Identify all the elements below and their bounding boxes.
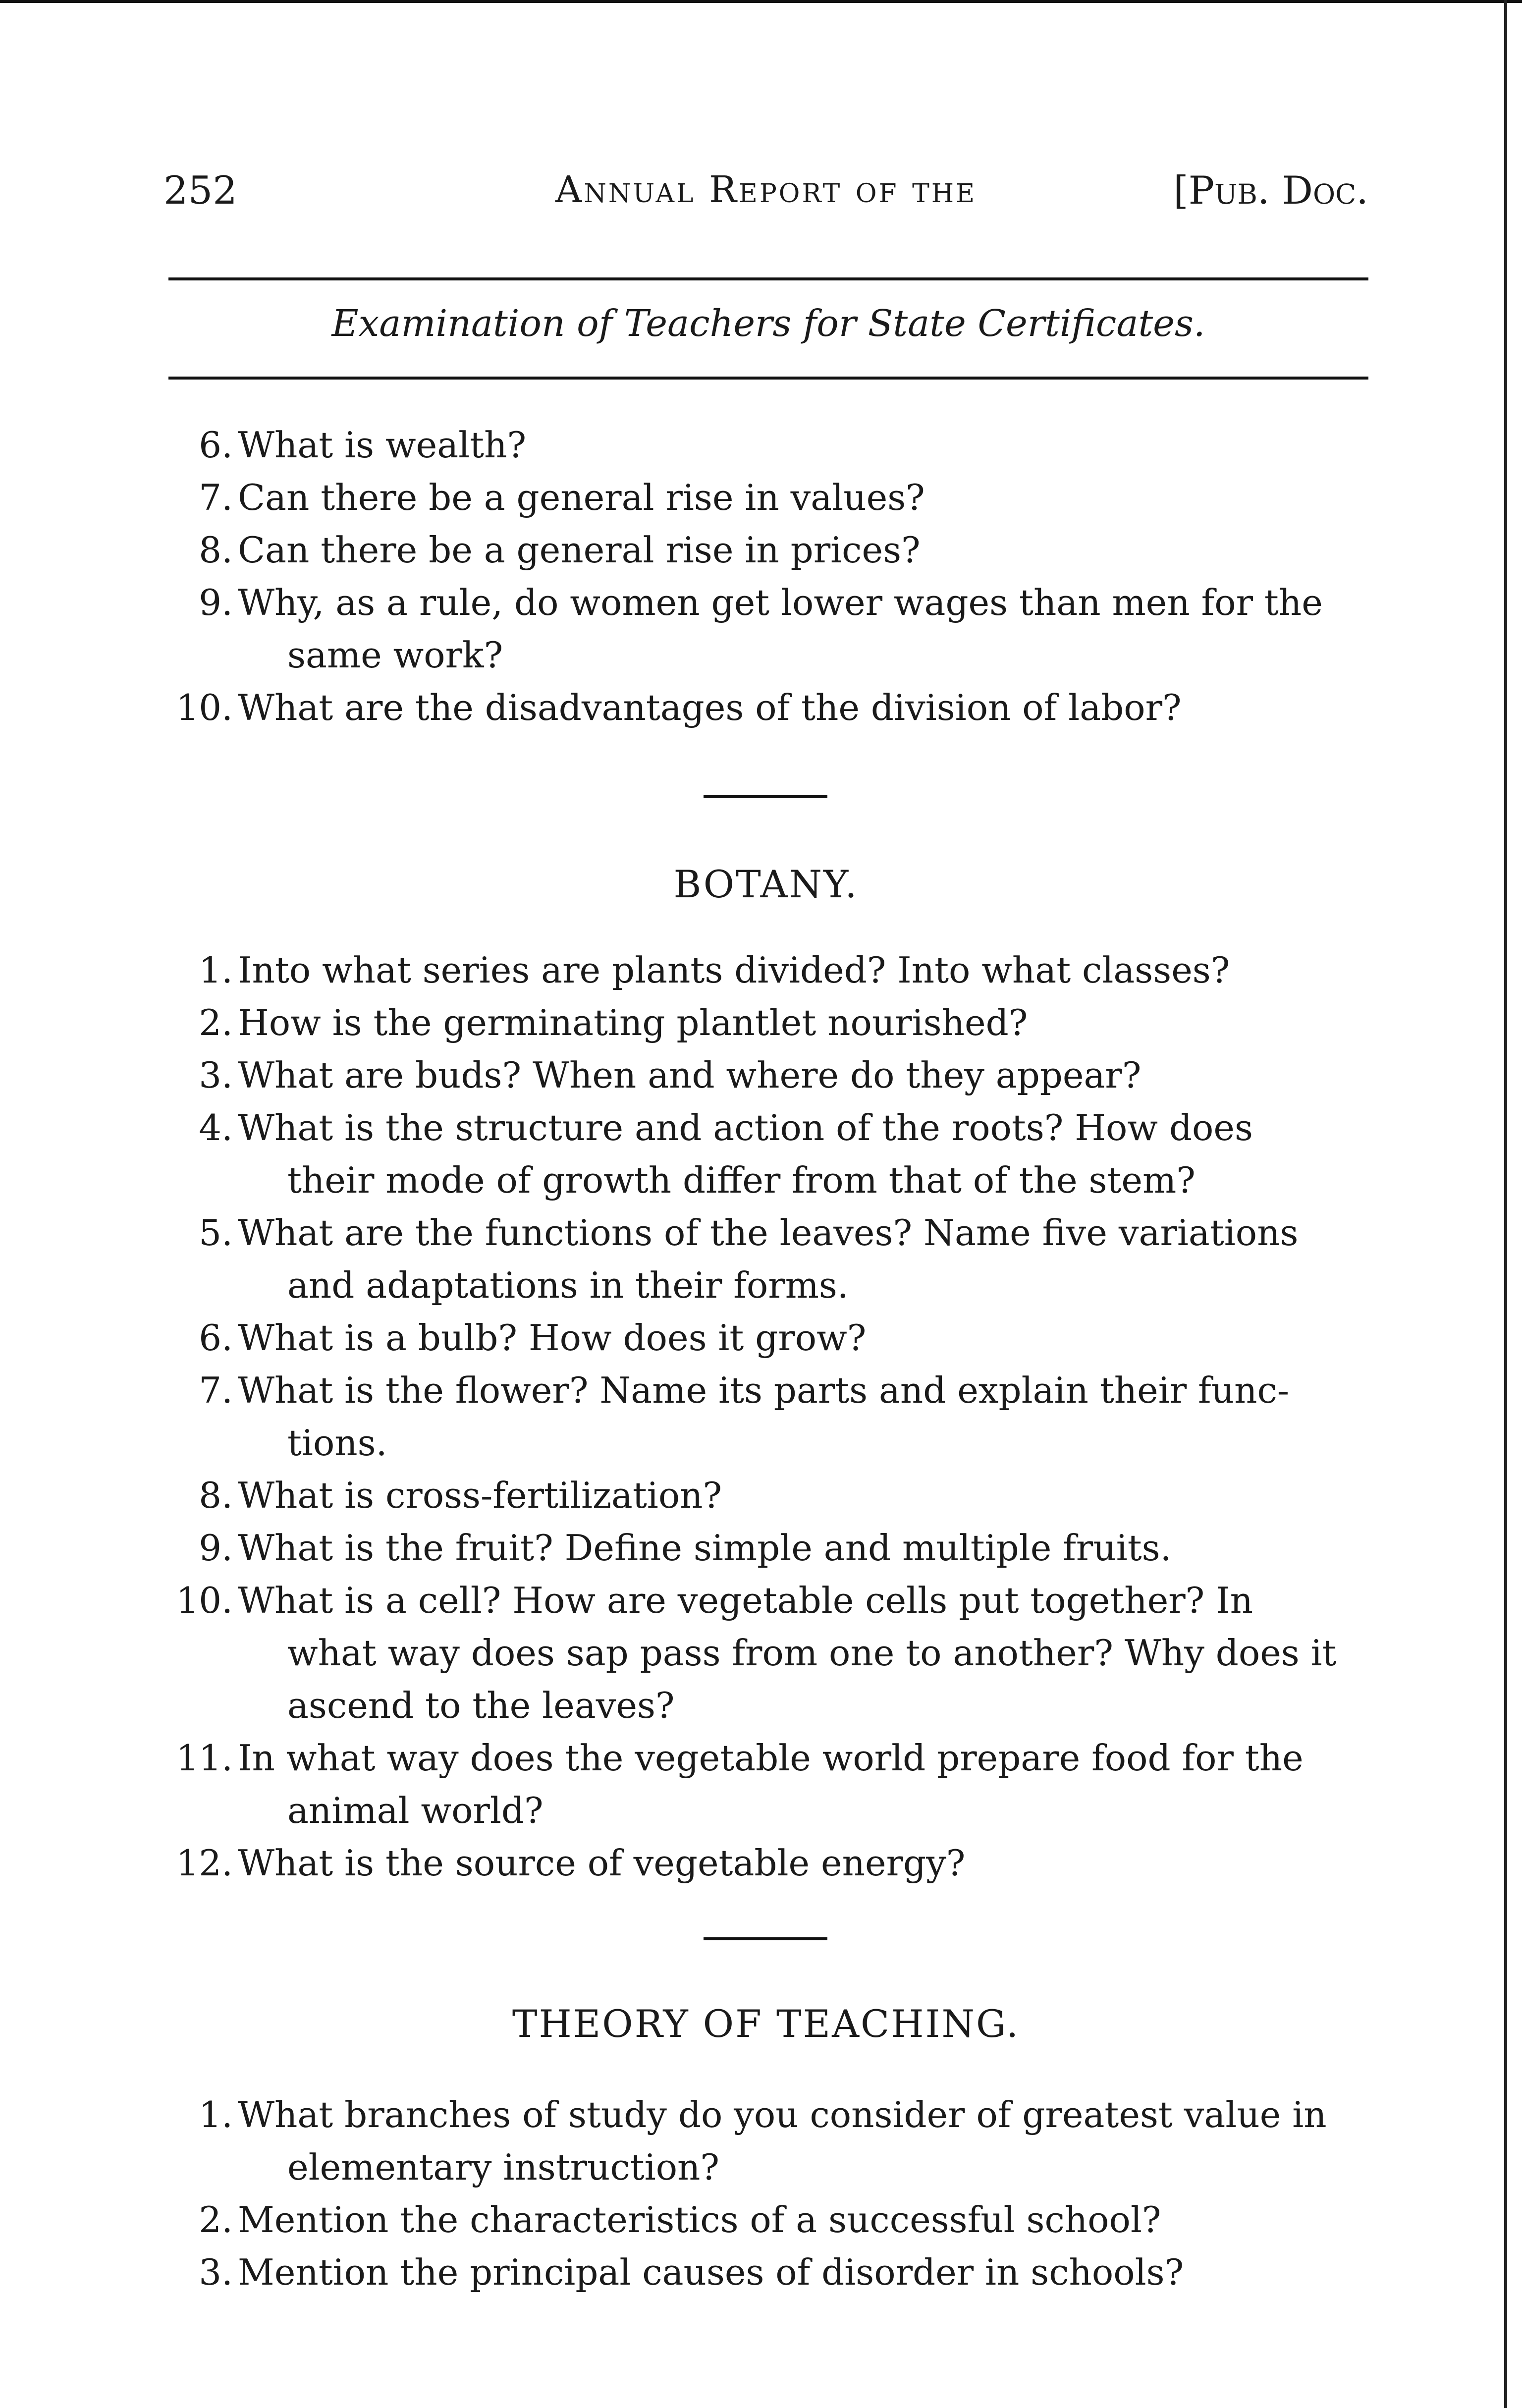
question-number: 1. [199,949,233,991]
question-item [159,2088,1373,2193]
question-text-line: What is a cell? How are vegetable cells put together? In [238,1580,1253,1621]
question-item [159,681,1373,734]
section-divider [704,795,827,798]
question-text-line: What is wealth? [238,424,527,466]
section-divider [704,1937,827,1940]
question-number: 3. [199,1054,233,1096]
question-text-line: Into what series are plants divided? Into what classes? [238,949,1230,991]
running-header [163,168,1368,223]
theory-title: THEORY OF TEACHING. [512,2002,1020,2046]
question-item [159,1101,1373,1206]
question-text-line: How is the germinating plantlet nourished? [238,1002,1028,1043]
question-number: 9. [199,1527,233,1569]
question-number: 11. [176,1737,233,1779]
question-item [159,1837,1373,1889]
header-rule-top [168,277,1368,280]
question-text-line: In what way does the vegetable world prepare food for the [238,1737,1304,1779]
header-rule-bottom [168,377,1368,380]
section-subheading: Examination of Teachers for State Certificates. [331,302,1205,345]
economy-question-list [159,419,1373,734]
question-item [159,524,1373,576]
botany-title: BOTANY. [673,862,859,906]
question-text-line: animal world? [287,1790,544,1831]
question-text-line: Can there be a general rise in prices? [238,529,921,571]
scan-edge-top [0,0,1522,3]
question-text-line: same work? [287,634,503,676]
question-item [159,996,1373,1049]
question-text-line: tions. [287,1422,387,1464]
question-number: 1. [199,2094,233,2135]
question-number: 2. [199,2199,233,2241]
question-text-line: ascend to the leaves? [287,1685,675,1726]
question-number: 6. [199,424,233,466]
question-number: 8. [199,529,233,571]
question-text-line: What is the flower? Name its parts and explain their func- [238,1369,1290,1411]
botany-question-list [159,944,1373,1889]
question-item [159,944,1373,996]
question-number: 4. [199,1107,233,1149]
question-item [159,419,1373,471]
question-text-line: What is the fruit? Define simple and multiple fruits. [238,1527,1172,1569]
question-item [159,2246,1373,2299]
question-item [159,1206,1373,1312]
question-number: 9. [199,582,233,623]
question-number: 7. [199,477,233,518]
question-number: 10. [176,1580,233,1621]
question-item [159,1574,1373,1732]
question-item [159,1049,1373,1101]
question-text-line: Why, as a rule, do women get lower wages than men for the [238,582,1323,623]
question-text-line: elementary instruction? [287,2146,720,2188]
question-text-line: what way does sap pass from one to another? Why does it [287,1632,1337,1674]
question-number: 7. [199,1369,233,1411]
question-item [159,471,1373,524]
question-item [159,1469,1373,1522]
question-text-line: Mention the principal causes of disorder in schools? [238,2251,1184,2293]
question-item [159,1522,1373,1574]
question-text-line: Can there be a general rise in values? [238,477,925,518]
question-item [159,1364,1373,1469]
question-number: 8. [199,1475,233,1516]
question-text-line: What is cross-fertilization? [238,1475,722,1516]
question-text-line: What is a bulb? How does it grow? [238,1317,867,1359]
question-item [159,1312,1373,1364]
question-number: 12. [176,1842,233,1884]
question-text-line: Mention the characteristics of a successful school? [238,2199,1161,2241]
doc-label: [Pub. Doc. [1173,168,1368,213]
question-item [159,1732,1373,1837]
question-text-line: What is the source of vegetable energy? [238,1842,966,1884]
question-number: 3. [199,2251,233,2293]
question-item [159,2193,1373,2246]
question-text-line: their mode of growth differ from that of the stem? [287,1159,1196,1201]
scan-edge-right [1504,0,1507,2408]
question-item [159,576,1373,681]
running-title: Annual Report of the [555,168,977,211]
question-number: 2. [199,1002,233,1043]
question-text-line: What branches of study do you consider of greatest value in [238,2094,1327,2135]
page-number: 252 [163,168,237,213]
theory-question-list [159,2088,1373,2299]
question-number: 10. [176,687,233,728]
question-text-line: What are the disadvantages of the division of labor? [238,687,1182,728]
question-number: 6. [199,1317,233,1359]
question-text-line: What are buds? When and where do they appear? [238,1054,1142,1096]
question-number: 5. [199,1212,233,1254]
question-text-line: What is the structure and action of the roots? How does [238,1107,1253,1149]
question-text-line: and adaptations in their forms. [287,1264,849,1306]
question-text-line: What are the functions of the leaves? Name five variations [238,1212,1299,1254]
